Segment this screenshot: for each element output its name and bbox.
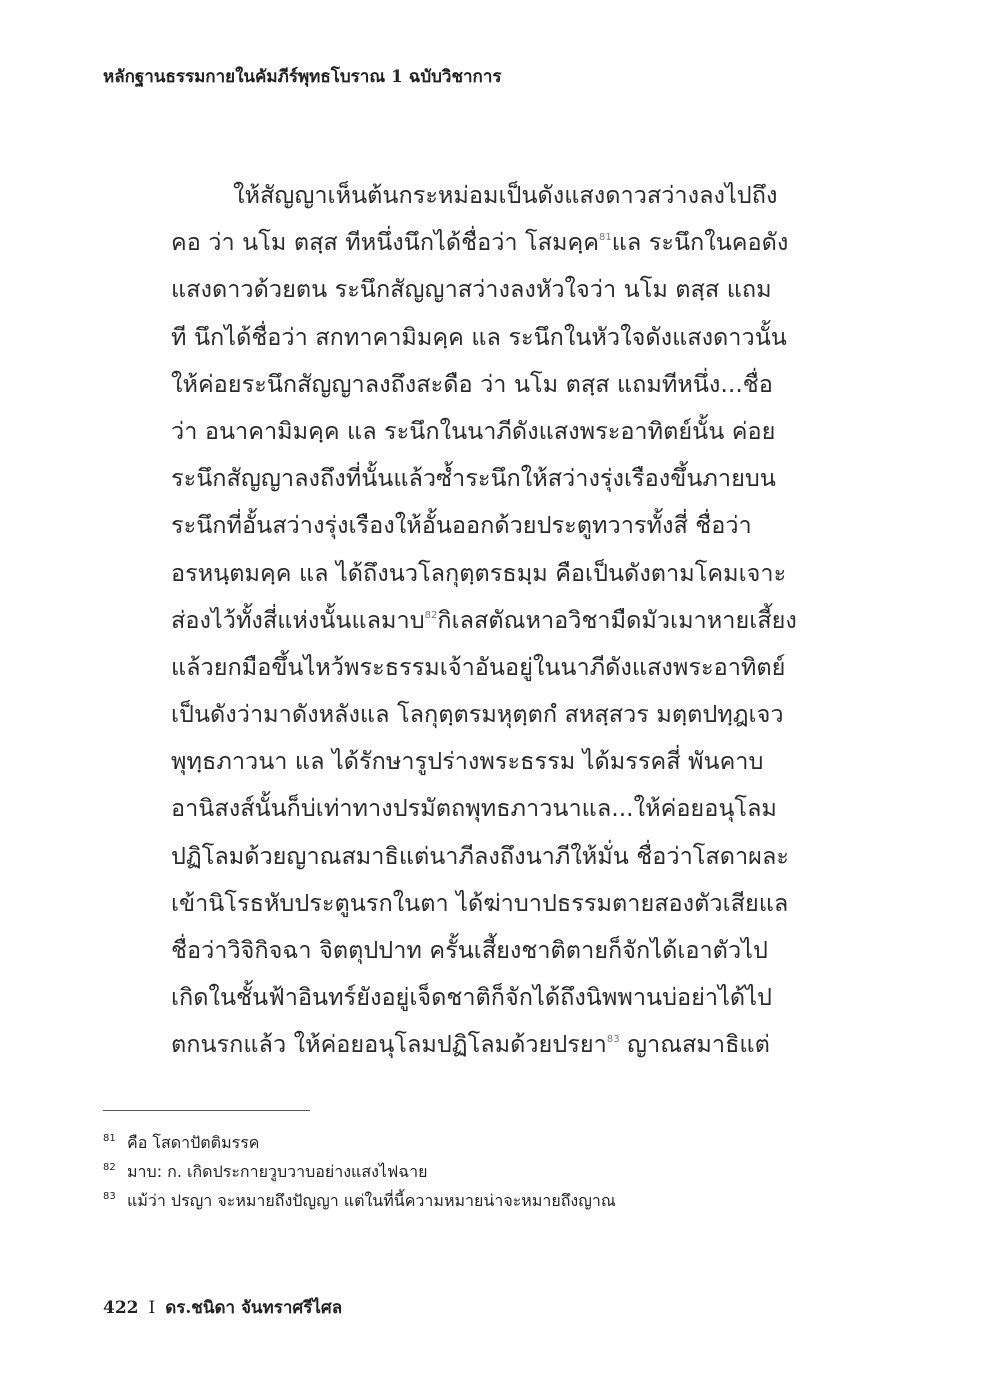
footnote: 82 มาบ: ก. เกิดประกายวูบวาบอย่างแสงไฟฉาย <box>103 1162 428 1181</box>
text-line: ตกนรกแล้ว ให้ค่อยอนุโลมปฏิโลมด้วยปรยา$^{83}$ ญาณสมาธิแต่ <box>171 1030 770 1059</box>
footnote: 81 คือ โสดาปัตติมรรค <box>103 1133 260 1152</box>
text-line: แล้วยกมือขึ้นไหว้พระธรรมเจ้าอันอยู่ในนาภีดังแสงพระอาทิตย์ <box>171 652 786 681</box>
text-line: ให้สัญญาเห็นต้นกระหม่อมเป็นดังแสงดาวสว่างลงไปถึง <box>233 181 778 209</box>
footnote: 83 แม้ว่า ปรญา จะหมายถึงปัญญา แต่ในที่นี้ความหมายน่าจะหมายถึงญาณ <box>103 1191 616 1210</box>
footnote-text: คือ โสดาปัตติมรรค <box>127 1133 260 1152</box>
footnote-ref: 82 <box>424 609 438 621</box>
text-line: ชื่อว่าวิจิกิจฉา จิตตุปปาท ครั้นเสี้ยงชาติตายก็จักได้เอาตัวไป <box>171 936 768 964</box>
text-line: ระนึกสัญญาลงถึงที่นั้นแล้วซ้ำระนึกให้สว่างรุ่งเรืองขึ้นภายบน <box>171 464 776 493</box>
author-name: ดร.ชนิดา จันทราศรีไศล <box>165 1298 343 1318</box>
page-footer <box>103 1294 342 1321</box>
text-line: เข้านิโรธหับประตูนรกในตา ได้ฆ่าบาปธรรมตายสองตัวเสียแล <box>171 888 789 917</box>
text-line: เป็นดังว่ามาดังหลังแล โลกุตฺตรมหุตฺตกํ สหสฺสวร มตฺตปทฺฎเจว <box>171 700 784 729</box>
text-line: อานิสงส์นั้นก็บ่เท่าทางปรมัตถพุทธภาวนาแล...ให้ค่อยอนุโลม <box>171 794 777 823</box>
footnote-ref: 83 <box>606 1034 620 1046</box>
footnote-text: แม้ว่า ปรญา จะหมายถึงปัญญา แต่ในที่นี้ความหมายน่าจะหมายถึงญาณ <box>127 1191 616 1210</box>
page-number: 422 <box>103 1298 139 1318</box>
footnote-ref: 81 <box>598 232 612 244</box>
body-text <box>171 172 795 1069</box>
footnotes <box>103 1128 616 1215</box>
footnote-text: มาบ: ก. เกิดประกายวูบวาบอย่างแสงไฟฉาย <box>127 1162 428 1181</box>
footnote-divider <box>103 1110 310 1111</box>
text-line: ส่องไว้ทั้งสี่แห่งนั้นแลมาบ$^{82}$กิเลสตัณหาอวิชามืดมัวเมาหายเสี้ยง <box>171 605 797 634</box>
text-line: แสงดาวด้วยตน ระนึกสัญญาสว่างลงหัวใจว่า นโม ตสฺส แถม <box>171 275 772 304</box>
text-line: ว่า อนาคามิมคฺค แล ระนึกในนาภีดังแสงพระอาทิตย์นั้น ค่อย <box>171 416 776 445</box>
text-line: อรหนฺตมคฺค แล ได้ถึงนวโลกุตฺตรธมฺม คือเป็นดังตามโคมเจาะ <box>171 558 787 587</box>
text-line: ระนึกที่อั้นสว่างรุ่งเรืองให้อั้นออกด้วยประตูทวารทั้งสี่ ชื่อว่า <box>171 511 752 540</box>
text-line: ที นึกได้ชื่อว่า สกทาคามิมคฺค แล ระนึกในหัวใจดังแสงดาวนั้น <box>171 322 787 351</box>
text-line: คอ ว่า นโม ตสฺส ทีหนึ่งนึกได้ชื่อว่า โสมคฺค$^{81}$แล ระนึกในคอดัง <box>171 228 789 257</box>
text-line: ปฏิโลมด้วยญาณสมาธิแต่นาภีลงถึงนาภีให้มั่น ชื่อว่าโสดาผละ <box>171 841 789 870</box>
text-line: เกิดในชั้นฟ้าอินทร์ยังอยู่เจ็ดชาติก็จักได้ถึงนิพพานบ่อย่าได้ไป <box>171 983 772 1012</box>
text-line: ให้ค่อยระนึกสัญญาลงถึงสะดือ ว่า นโม ตสฺส แถมทีหนึ่ง...ชื่อ <box>171 369 773 398</box>
footer-separator: I <box>148 1298 156 1318</box>
running-head: หลักฐานธรรมกายในคัมภีร์พุทธโบราณ 1 ฉบับวิชาการ <box>103 67 502 87</box>
text-line: พุทฺธภาวนา แล ได้รักษารูปร่างพระธรรม ได้มรรคสี่ พันคาบ <box>171 747 764 776</box>
